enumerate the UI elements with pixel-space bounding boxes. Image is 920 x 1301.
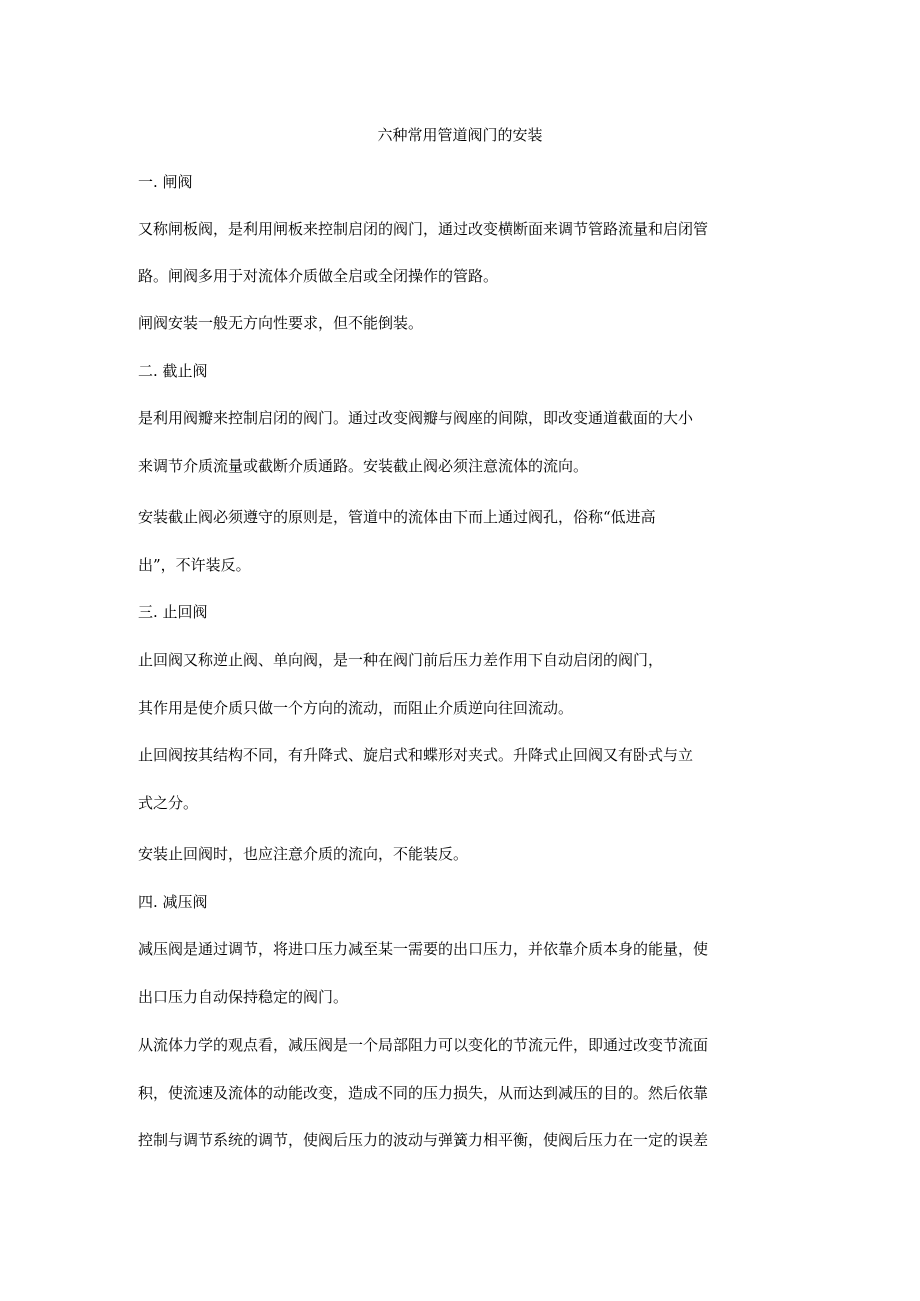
document-title: 六种常用管道阀门的安装 (377, 126, 543, 144)
paragraph-line: 闸阀安装一般无方向性要求，但不能倒装。 (138, 314, 424, 332)
section-heading-check-valve: 三. 止回阀 (138, 603, 208, 621)
paragraph-line: 路。闸阀多用于对流体介质做全启或全闭操作的管路。 (138, 267, 499, 285)
paragraph-line: 控制与调节系统的调节，使阀后压力的波动与弹簧力相平衡，使阀后压力在一定的误差 (138, 1131, 709, 1149)
paragraph-line: 安装止回阀时，也应注意介质的流向，不能装反。 (138, 845, 469, 863)
section-heading-gate-valve: 一. 闸阀 (138, 173, 193, 191)
paragraph-line: 出口压力自动保持稳定的阀门。 (138, 988, 349, 1006)
section-heading-pressure-reducing-valve: 四. 减压阀 (138, 893, 208, 911)
section-heading-globe-valve: 二. 截止阀 (138, 362, 208, 380)
paragraph-line: 减压阀是通过调节，将进口压力减至某一需要的出口压力，并依靠介质本身的能量，使 (138, 940, 709, 958)
paragraph-line: 出”，不许装反。 (138, 556, 251, 574)
paragraph-line: 安装截止阀必须遵守的原则是，管道中的流体由下而上通过阀孔，俗称“低进高 (138, 508, 656, 526)
paragraph-line: 止回阀又称逆止阀、单向阀，是一种在阀门前后压力差作用下自动启闭的阀门， (138, 651, 664, 669)
paragraph-line: 式之分。 (138, 794, 199, 812)
paragraph-line: 其作用是使介质只做一个方向的流动，而阻止介质逆向往回流动。 (138, 699, 574, 717)
paragraph-line: 从流体力学的观点看，减压阀是一个局部阻力可以变化的节流元件，即通过改变节流面 (138, 1036, 709, 1054)
paragraph-line: 又称闸板阀，是利用闸板来控制启闭的阀门，通过改变横断面来调节管路流量和启闭管 (138, 220, 709, 238)
paragraph-line: 积，使流速及流体的动能改变，造成不同的压力损失，从而达到减压的目的。然后依靠 (138, 1084, 709, 1102)
paragraph-line: 来调节介质流量或截断介质通路。安装截止阀必须注意流体的流向。 (138, 457, 589, 475)
paragraph-line: 止回阀按其结构不同，有升降式、旋启式和蝶形对夹式。升降式止回阀又有卧式与立 (138, 746, 694, 764)
paragraph-line: 是利用阀瓣来控制启闭的阀门。通过改变阀瓣与阀座的间隙，即改变通道截面的大小 (138, 409, 694, 427)
